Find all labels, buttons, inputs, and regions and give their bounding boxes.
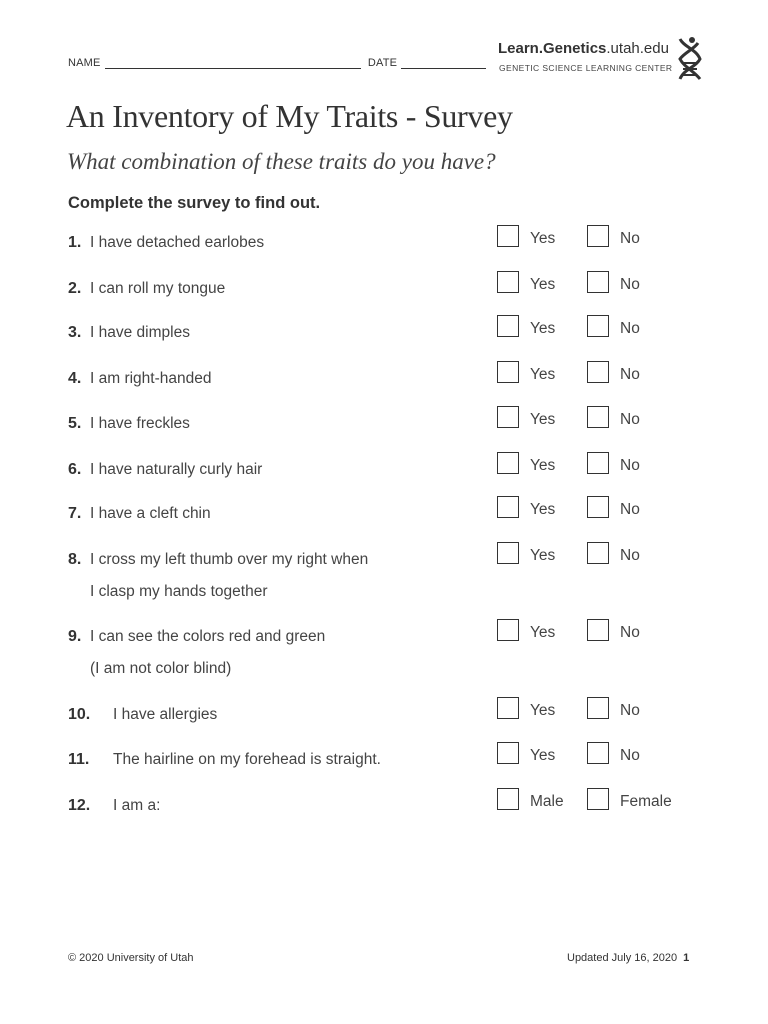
yes-label: Yes	[530, 501, 556, 518]
question-number: 12.	[68, 797, 91, 814]
no-label: No	[620, 624, 640, 641]
logo-title: Learn.Genetics.utah.edu	[498, 40, 669, 57]
header-fields	[68, 56, 490, 69]
question-number: 6.	[68, 461, 82, 478]
yes-checkbox[interactable]	[497, 452, 519, 474]
yes-checkbox[interactable]	[497, 315, 519, 337]
female-checkbox[interactable]	[587, 788, 609, 810]
question-text: I have freckles	[90, 415, 190, 432]
yes-checkbox[interactable]	[497, 225, 519, 247]
question-number: 4.	[68, 370, 82, 387]
question-text-line-1: I can see the colors red and green	[90, 628, 326, 645]
no-checkbox[interactable]	[587, 496, 609, 518]
yes-label: Yes	[530, 547, 556, 564]
question-text: I have allergies	[113, 706, 218, 723]
no-label: No	[620, 501, 640, 518]
no-label: No	[620, 547, 640, 564]
no-label: No	[620, 366, 640, 383]
no-checkbox[interactable]	[587, 315, 609, 337]
date-field[interactable]	[401, 56, 486, 69]
updated-date: Updated July 16, 2020	[567, 952, 678, 964]
no-label: No	[620, 230, 640, 247]
male-checkbox[interactable]	[497, 788, 519, 810]
question-text: I have a cleft chin	[90, 505, 211, 522]
name-field[interactable]	[105, 56, 361, 69]
no-label: No	[620, 747, 640, 764]
yes-label: Yes	[530, 747, 556, 764]
yes-checkbox[interactable]	[497, 496, 519, 518]
yes-checkbox[interactable]	[497, 361, 519, 383]
no-label: No	[620, 457, 640, 474]
dna-helix-person-icon	[674, 37, 704, 81]
question-text: I can roll my tongue	[90, 280, 226, 297]
page-title: An Inventory of My Traits - Survey	[66, 98, 513, 134]
no-checkbox[interactable]	[587, 742, 609, 764]
yes-label: Yes	[530, 411, 556, 428]
question-number: 5.	[68, 415, 82, 432]
yes-label: Yes	[530, 276, 556, 293]
yes-checkbox[interactable]	[497, 271, 519, 293]
date-label: DATE	[367, 57, 398, 69]
question-number: 7.	[68, 505, 82, 522]
question-text: The hairline on my forehead is straight.	[113, 751, 381, 768]
question-text: I am right-handed	[90, 370, 212, 387]
question-number: 11.	[68, 751, 90, 768]
no-checkbox[interactable]	[587, 361, 609, 383]
no-checkbox[interactable]	[587, 697, 609, 719]
name-label: NAME	[68, 57, 101, 69]
instructions: Complete the survey to find out.	[68, 194, 321, 212]
question-number: 1.	[68, 234, 82, 251]
no-checkbox[interactable]	[587, 271, 609, 293]
female-label: Female	[620, 793, 672, 810]
page-subtitle: What combination of these traits do you have?	[67, 149, 496, 174]
question-text: I have dimples	[90, 324, 190, 341]
no-label: No	[620, 411, 640, 428]
question-number: 9.	[68, 628, 82, 645]
no-checkbox[interactable]	[587, 542, 609, 564]
male-label: Male	[530, 793, 564, 810]
no-checkbox[interactable]	[587, 619, 609, 641]
yes-label: Yes	[530, 366, 556, 383]
question-text	[90, 544, 420, 608]
no-checkbox[interactable]	[587, 225, 609, 247]
yes-checkbox[interactable]	[497, 406, 519, 428]
no-label: No	[620, 702, 640, 719]
yes-label: Yes	[530, 457, 556, 474]
yes-label: Yes	[530, 230, 556, 247]
footer-copyright: © 2020 University of Utah	[68, 952, 194, 964]
no-label: No	[620, 320, 640, 337]
yes-label: Yes	[530, 624, 556, 641]
yes-checkbox[interactable]	[497, 619, 519, 641]
yes-label: Yes	[530, 320, 556, 337]
yes-label: Yes	[530, 702, 556, 719]
question-text: I am a:	[113, 797, 161, 814]
yes-checkbox[interactable]	[497, 742, 519, 764]
yes-checkbox[interactable]	[497, 697, 519, 719]
question-text-line-2: I clasp my hands together	[90, 583, 268, 600]
no-checkbox[interactable]	[587, 406, 609, 428]
footer-updated	[567, 952, 689, 964]
no-checkbox[interactable]	[587, 452, 609, 474]
question-text-line-1: I cross my left thumb over my right when	[90, 551, 369, 568]
logo-subtitle: GENETIC SCIENCE LEARNING CENTER	[499, 63, 673, 73]
question-text: I have naturally curly hair	[90, 461, 263, 478]
question-text: I have detached earlobes	[90, 234, 265, 251]
question-text	[90, 621, 420, 685]
no-label: No	[620, 276, 640, 293]
question-number: 2.	[68, 280, 82, 297]
page-number: 1	[683, 952, 690, 964]
question-number: 10.	[68, 706, 91, 723]
question-number: 8.	[68, 551, 82, 568]
yes-checkbox[interactable]	[497, 542, 519, 564]
question-text-line-2: (I am not color blind)	[90, 660, 232, 677]
learn-genetics-logo[interactable]	[498, 40, 708, 80]
question-number: 3.	[68, 324, 82, 341]
